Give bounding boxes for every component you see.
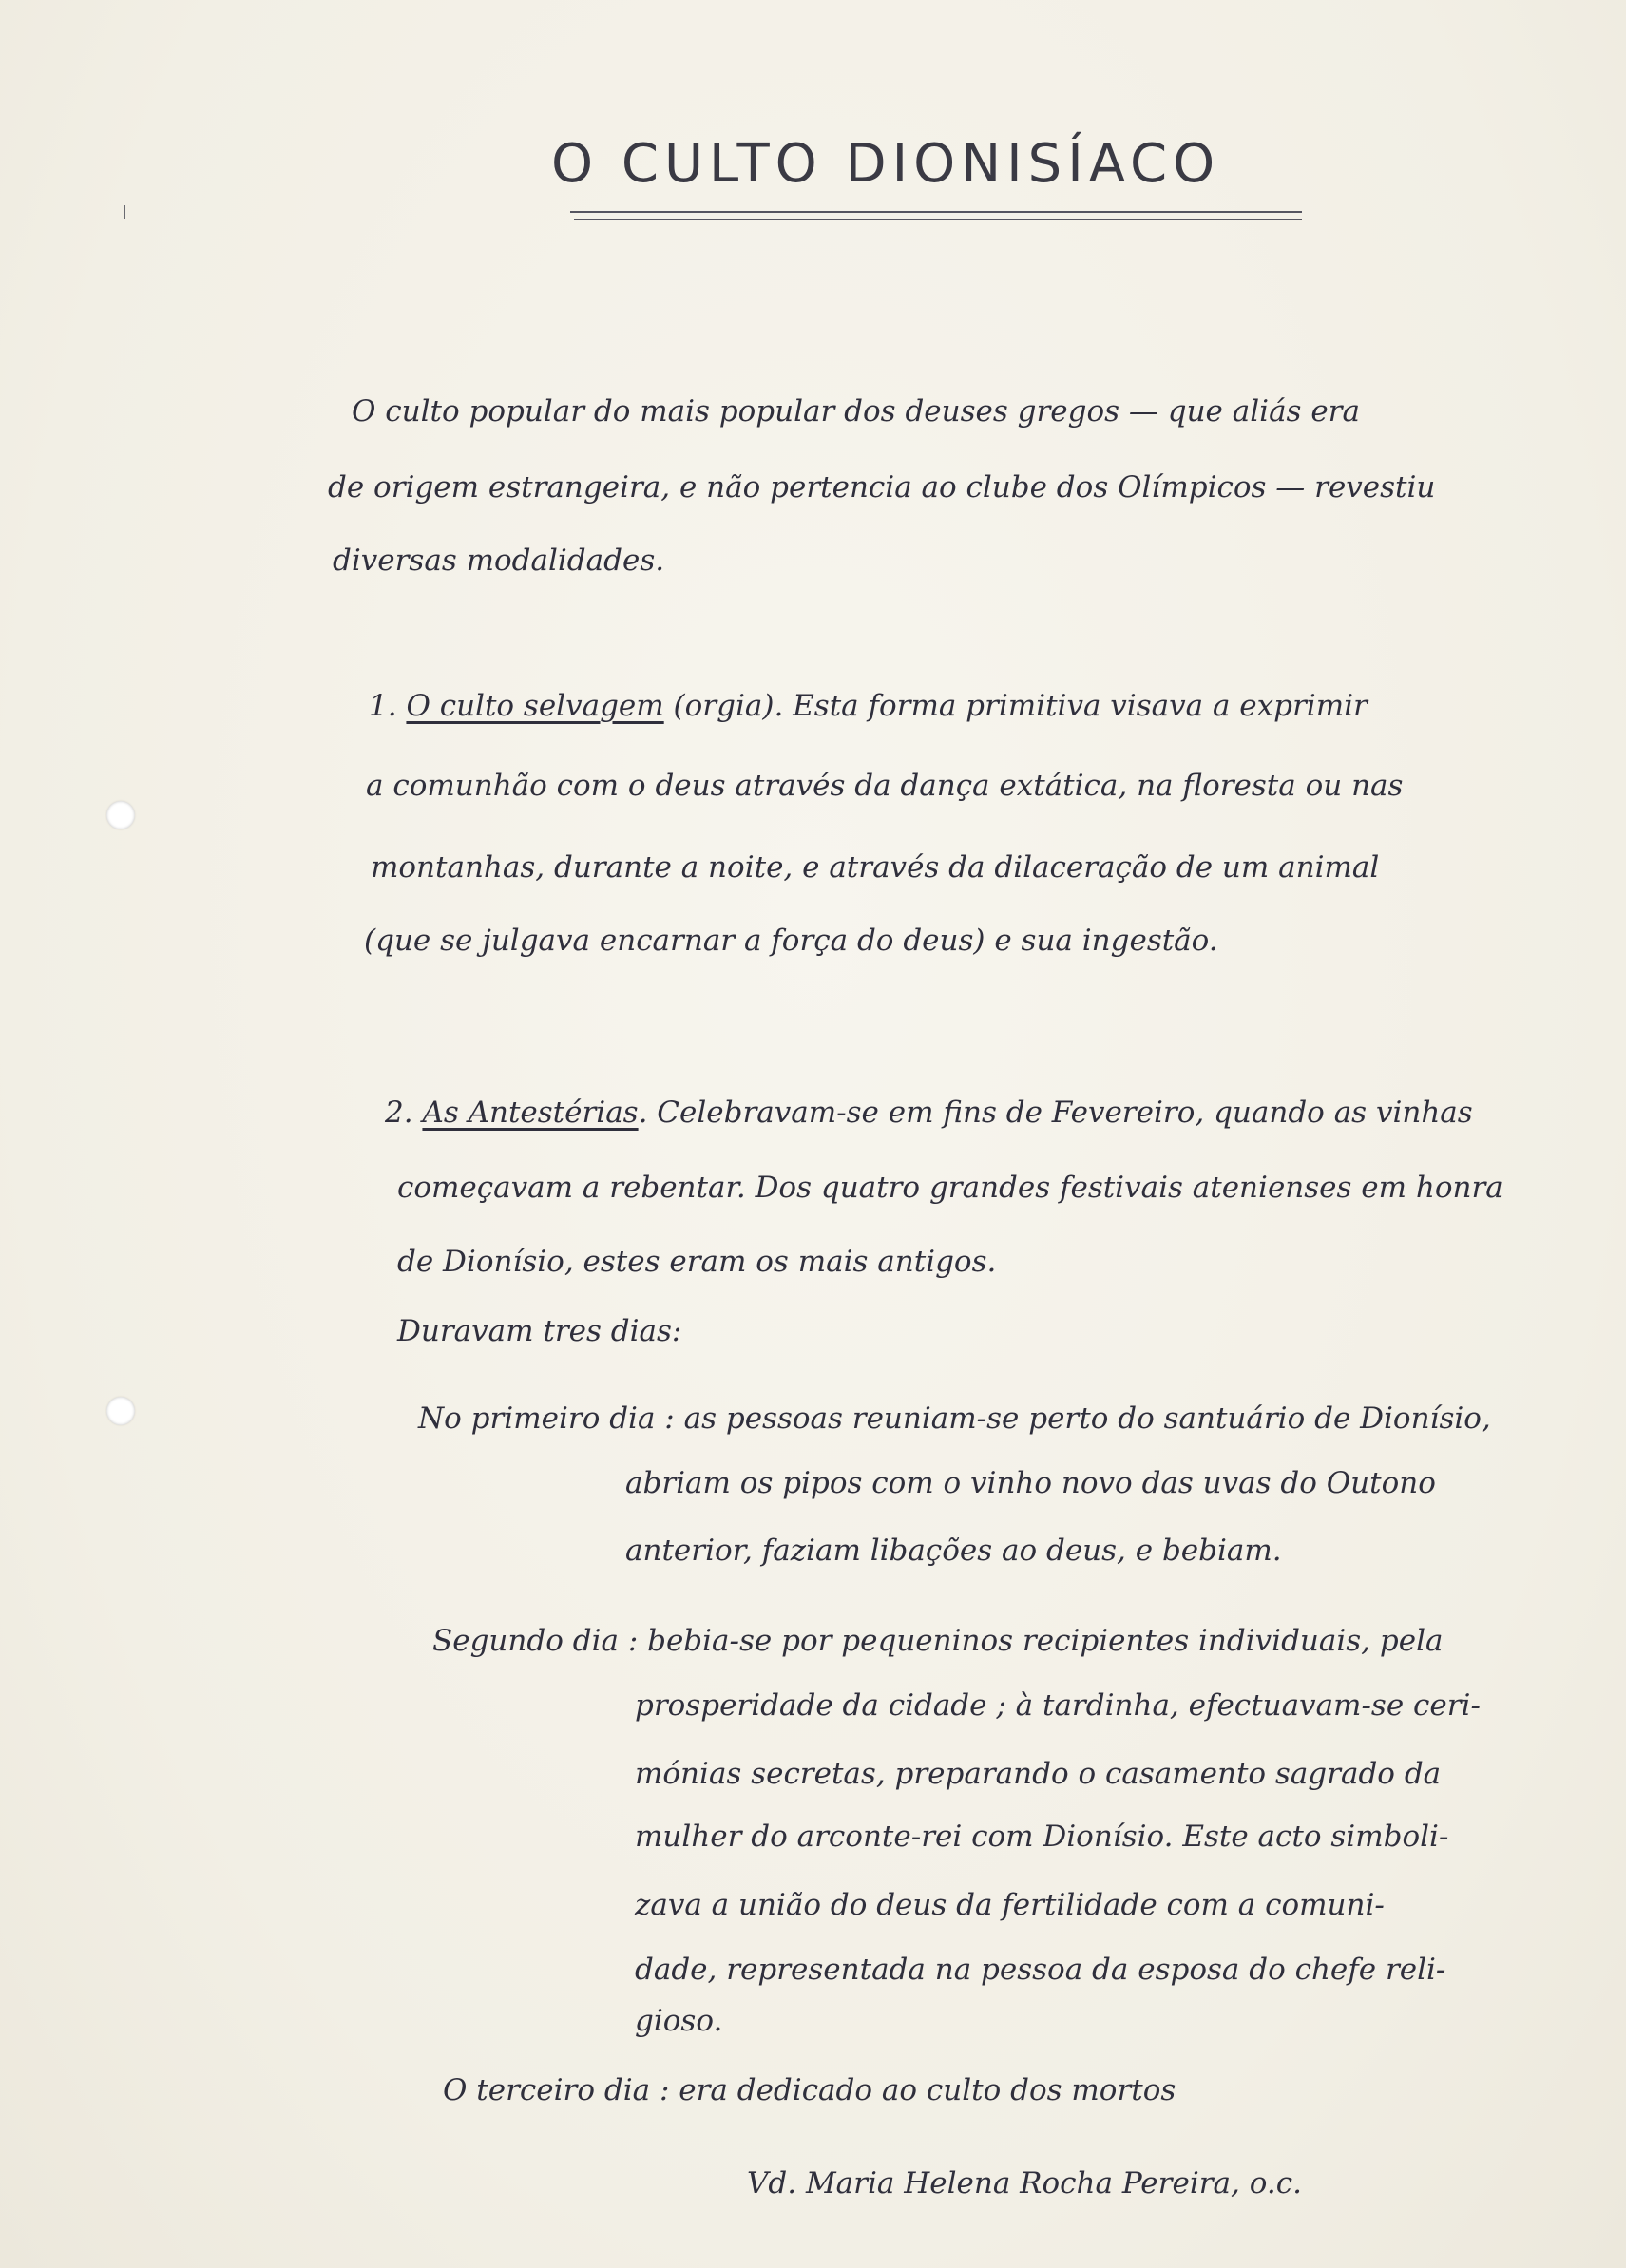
section2-number: 2. xyxy=(385,1096,413,1130)
intro-line-2: de origem estrangeira, e não pertencia ao clube dos Olímpicos — revestiu xyxy=(328,470,1436,505)
section2-heading-rest: . Celebravam-se em fins de Fevereiro, quando as vinhas xyxy=(638,1096,1473,1130)
reference-citation: Vd. Maria Helena Rocha Pereira, o.c. xyxy=(747,2166,1302,2201)
day2-line-2: prosperidade da cidade ; à tardinha, efectuavam-se ceri- xyxy=(635,1688,1481,1723)
day1-line-2: abriam os pipos com o vinho novo das uvas do Outono xyxy=(625,1466,1436,1500)
section2-line-3: Duravam tres dias: xyxy=(397,1314,682,1348)
section1-line-1: a comunhão com o deus através da dança extática, na floresta ou nas xyxy=(366,769,1404,803)
section1-line-2: montanhas, durante a noite, e através da dilaceração de um animal xyxy=(371,850,1380,885)
ink-speck xyxy=(124,205,125,219)
day2-line-3: mónias secretas, preparando o casamento sagrado da xyxy=(635,1757,1442,1791)
day2-line-7: gioso. xyxy=(635,2004,723,2038)
page-title: O CULTO DIONISÍACO xyxy=(551,133,1221,195)
punch-hole-upper xyxy=(106,801,135,829)
section2-line-2: de Dionísio, estes eram os mais antigos. xyxy=(397,1245,997,1279)
day2-line-1: Segundo dia : bebia-se por pequeninos recipientes individuais, pela xyxy=(432,1624,1444,1658)
title-underline xyxy=(570,211,1302,213)
day3-line: O terceiro dia : era dedicado ao culto dos mortos xyxy=(443,2073,1176,2107)
day1-line-3: anterior, faziam libações ao deus, e bebiam. xyxy=(625,1534,1282,1568)
day2-line-6: dade, representada na pessoa da esposa do chefe reli- xyxy=(635,1953,1446,1987)
section1-heading-line xyxy=(369,689,1368,723)
day2-line-5: zava a união do deus da fertilidade com a comuni- xyxy=(635,1888,1385,1922)
section2-heading-line xyxy=(385,1098,1473,1128)
section1-line-3: (que se julgava encarnar a força do deus) e sua ingestão. xyxy=(364,924,1218,958)
section2-heading: As Antestérias xyxy=(422,1096,639,1130)
title-underline-second xyxy=(574,219,1302,220)
section1-heading-rest: (orgia). Esta forma primitiva visava a exprimir xyxy=(663,689,1368,723)
section1-number: 1. xyxy=(369,689,397,723)
section2-line-1: começavam a rebentar. Dos quatro grandes festivais atenienses em honra xyxy=(397,1171,1503,1205)
day2-line-4: mulher do arconte-rei com Dionísio. Este acto simboli- xyxy=(635,1820,1449,1854)
section1-heading: O culto selvagem xyxy=(406,689,664,723)
punch-hole-lower xyxy=(106,1397,135,1425)
day1-line-1: No primeiro dia : as pessoas reuniam-se perto do santuário de Dionísio, xyxy=(418,1401,1491,1436)
intro-line-3: diversas modalidades. xyxy=(333,543,665,578)
intro-line-1: O culto popular do mais popular dos deuses gregos — que aliás era xyxy=(352,394,1360,429)
